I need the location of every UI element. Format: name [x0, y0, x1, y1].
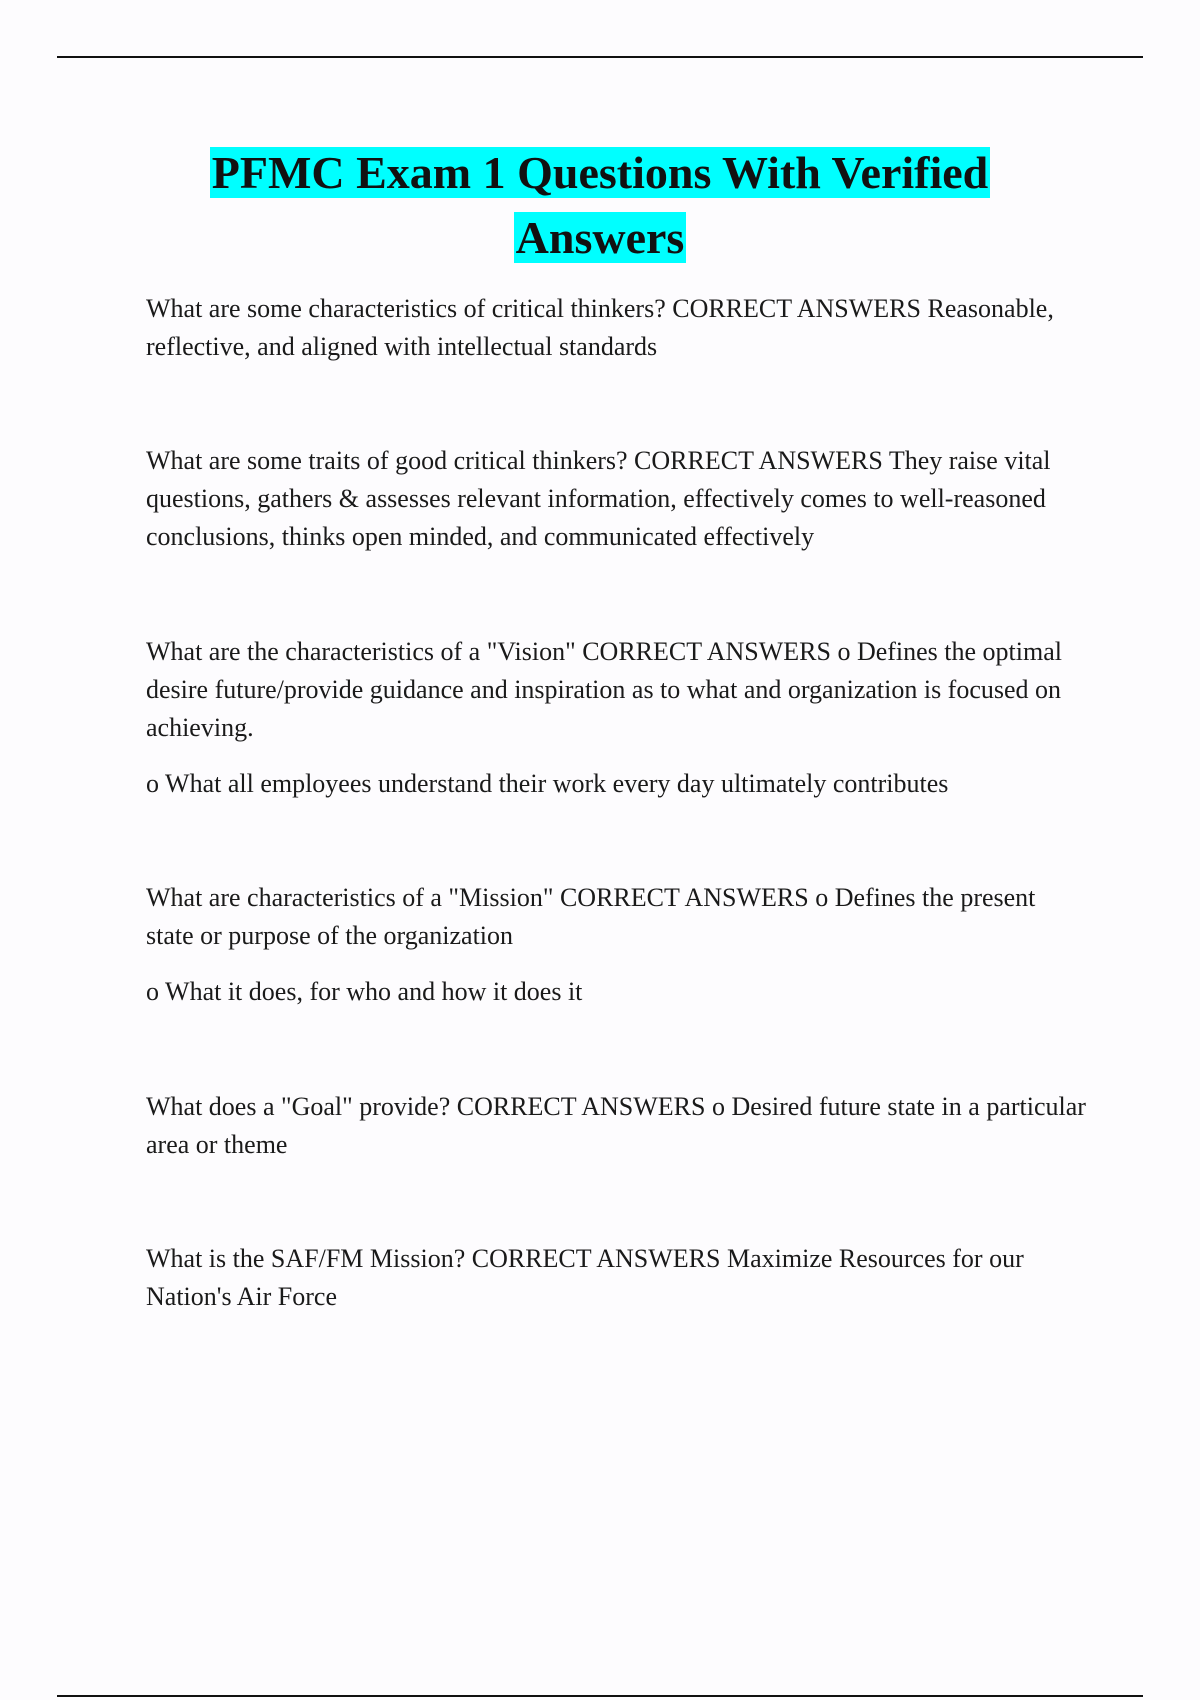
title-line-1: PFMC Exam 1 Questions With Verified — [211, 147, 989, 198]
qa-item — [146, 633, 1086, 803]
bottom-rule — [57, 1695, 1143, 1697]
qa-text: What are some characteristics of critical thinkers? CORRECT ANSWERS Reasonable, reflective, and aligned with intellectual standards — [146, 294, 1054, 361]
qa-text: What is the SAF/FM Mission? CORRECT ANSWERS Maximize Resources for our Nation's Air Force — [146, 1244, 1024, 1311]
qa-item — [146, 442, 1086, 556]
qa-subpoint: o What it does, for who and how it does it — [146, 977, 583, 1006]
qa-text: What are the characteristics of a "Vision" CORRECT ANSWERS o Defines the optimal desire future/provide guidance and inspiration as to what and organization is focused on achieving. — [146, 637, 1062, 742]
qa-text: What are characteristics of a "Mission" CORRECT ANSWERS o Defines the present state or purpose of the organization — [146, 883, 1036, 950]
qa-item — [146, 290, 1086, 366]
qa-list — [146, 290, 1086, 1316]
top-rule — [57, 56, 1143, 58]
document-title — [0, 140, 1200, 270]
qa-item — [146, 1088, 1086, 1164]
title-line-2: Answers — [515, 212, 685, 263]
qa-subpoint: o What all employees understand their work every day ultimately contributes — [146, 769, 949, 798]
qa-text: What does a "Goal" provide? CORRECT ANSWERS o Desired future state in a particular area or theme — [146, 1092, 1086, 1159]
qa-item — [146, 1240, 1086, 1316]
qa-text: What are some traits of good critical thinkers? CORRECT ANSWERS They raise vital questions, gathers & assesses relevant information, effectively comes to well-reasoned conclusions, thinks open minded, and communicated effectively — [146, 446, 1051, 551]
qa-item — [146, 879, 1086, 1011]
